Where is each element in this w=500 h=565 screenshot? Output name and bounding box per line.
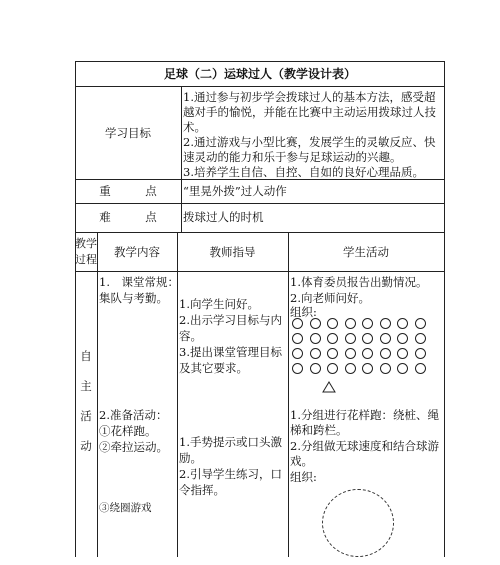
key-point-label: 重 点 [99, 184, 157, 198]
student-text: 2.向老师问好。 [290, 291, 370, 305]
row-divider [75, 86, 445, 87]
phase-char: 自 [80, 349, 92, 363]
teacher-text: 令指挥。 [179, 483, 225, 497]
student-text: 戏。 [290, 454, 313, 468]
circle-formation-diagram [322, 489, 394, 557]
student-position-circle [362, 348, 373, 359]
difficulty-value: 拨球过人的时机 [183, 210, 264, 224]
student-position-circle [362, 363, 373, 374]
key-point-value: “里晃外拨”过人动作 [183, 184, 287, 198]
header-process: 过程 [75, 253, 97, 266]
student-position-circle [415, 333, 426, 344]
student-position-circle [310, 318, 321, 329]
student-position-circle [310, 348, 321, 359]
teacher-text: 容。 [179, 329, 202, 343]
content-text: ②牵拉运动。 [99, 440, 168, 454]
student-position-circle [327, 348, 338, 359]
student-position-circle [292, 363, 303, 374]
student-text: 梯和跨栏。 [290, 423, 348, 437]
content-text: 1. 课堂常规： [99, 275, 179, 289]
student-position-circle [310, 333, 321, 344]
student-text: 组织: [290, 470, 317, 484]
phase-char: 活 [80, 409, 92, 423]
student-position-circle [310, 363, 321, 374]
content-text: ③绕圈游戏 [99, 502, 152, 514]
table-border-top [75, 61, 445, 62]
student-text: 组织: [290, 305, 317, 319]
col-divider [97, 232, 98, 557]
student-position-circle [397, 363, 408, 374]
teacher-text: 2.出示学习目标与内 [179, 313, 282, 327]
objective-line: 3.培养学生自信、自控、自如的良好心理品质。 [183, 165, 424, 179]
col-divider [288, 232, 289, 557]
table-border-right [444, 61, 445, 557]
objectives-label: 学习目标 [105, 126, 151, 140]
student-position-circle [327, 363, 338, 374]
objective-line: 2.通过游戏与小型比赛，发展学生的灵敏反应、快 [183, 135, 436, 149]
student-formation-diagram [290, 318, 440, 398]
student-text: 1.体育委员报告出勤情况。 [290, 275, 428, 289]
student-position-circle [292, 333, 303, 344]
teacher-position-triangle-icon [322, 381, 336, 393]
teacher-text: 3.提出课堂管理目标 [179, 345, 282, 359]
student-position-circle [327, 318, 338, 329]
student-text: 2.分组做无球速度和结合球游 [290, 439, 439, 453]
objective-line: 术。 [183, 120, 206, 134]
header-content: 教学内容 [114, 245, 160, 259]
header-teacher: 教师指导 [209, 245, 256, 259]
student-position-circle [415, 318, 426, 329]
student-position-circle [362, 333, 373, 344]
student-position-circle [380, 318, 391, 329]
student-position-circle [380, 348, 391, 359]
student-position-circle [415, 348, 426, 359]
student-position-circle [362, 318, 373, 329]
student-position-circle [397, 348, 408, 359]
row-divider [75, 203, 445, 204]
student-position-circle [327, 333, 338, 344]
student-position-circle [292, 318, 303, 329]
student-position-circle [292, 348, 303, 359]
phase-char: 主 [80, 379, 92, 393]
student-position-circle [397, 333, 408, 344]
difficulty-label: 难 点 [99, 210, 157, 224]
teacher-text: 及其它要求。 [179, 361, 248, 375]
content-text: ①花样跑。 [99, 424, 157, 438]
teacher-text: 2.引导学生练习，口 [179, 467, 282, 481]
phase-char: 动 [80, 439, 92, 453]
teacher-text: 1.向学生问好。 [179, 297, 259, 311]
student-position-circle [415, 363, 426, 374]
row-divider [75, 232, 445, 233]
student-position-circle [397, 318, 408, 329]
student-text: 1.分组进行花样跑：绕桩、绳 [290, 408, 439, 422]
content-text: 集队与考勤。 [99, 291, 168, 305]
student-position-circle [345, 363, 356, 374]
teacher-text: 1.手势提示或口头激 [179, 435, 282, 449]
col-divider [181, 86, 182, 232]
teacher-text: 励。 [179, 451, 202, 465]
header-process: 教学 [75, 237, 97, 250]
page-title: 足球（二）运球过人（教学设计表） [163, 67, 356, 81]
objective-line: 越对手的愉悦，并能在比赛中主动运用拨球过人技 [183, 105, 436, 119]
content-text: 2.准备活动： [99, 408, 168, 422]
row-divider [75, 271, 445, 272]
student-position-circle [380, 333, 391, 344]
student-position-circle [345, 333, 356, 344]
objective-line: 速灵动的能力和乐于参与足球运动的兴趣。 [183, 150, 402, 164]
student-position-circle [345, 318, 356, 329]
header-student: 学生活动 [343, 245, 389, 259]
student-position-circle [345, 348, 356, 359]
objective-line: 1.通过参与初步学会拨球过人的基本方法，感受超 [183, 90, 436, 104]
student-position-circle [380, 363, 391, 374]
